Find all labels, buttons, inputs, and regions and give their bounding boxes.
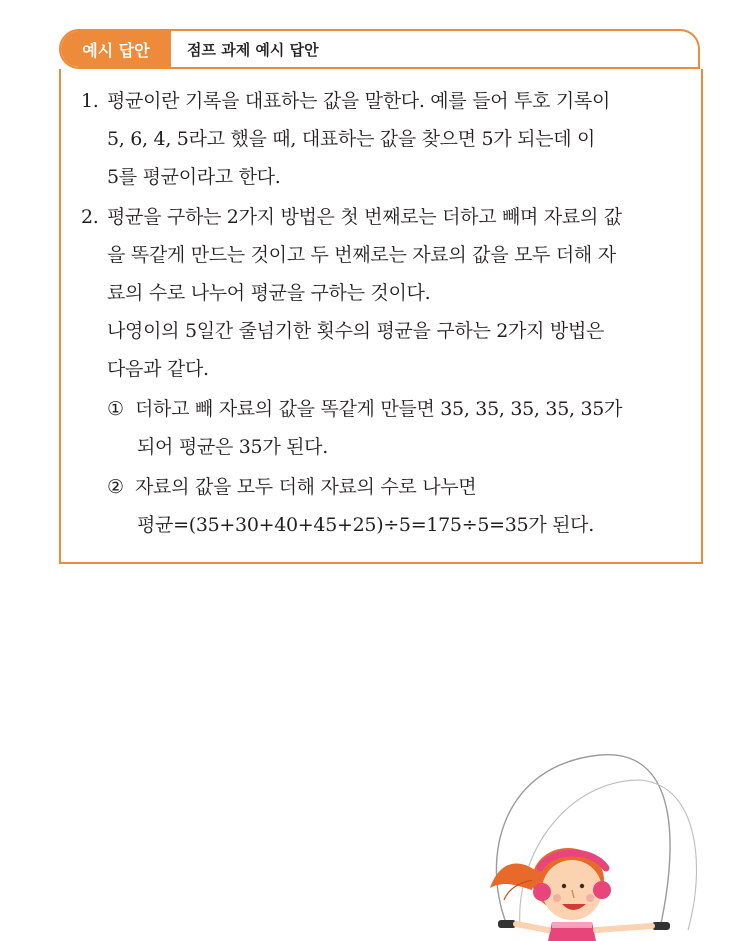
answer-header <box>59 29 700 69</box>
header-title: 점프 과제 예시 답안 <box>187 40 319 59</box>
sub1-marker: ① <box>107 398 124 420</box>
item1-number: 1. <box>81 90 99 112</box>
jump-rope-girl-icon <box>460 740 749 941</box>
item2-number: 2. <box>81 206 99 228</box>
item1-line: 5, 6, 4, 5라고 했을 때, 대표하는 값을 찾으면 5가 되는데 이 <box>107 128 596 150</box>
sub2-marker: ② <box>107 476 124 498</box>
item2-line: 나영이의 5일간 줄넘기한 횟수의 평균을 구하는 2가지 방법은 <box>107 320 605 342</box>
item2-line: 을 똑같게 만드는 것이고 두 번째로는 자료의 값을 모두 더해 자 <box>107 244 616 266</box>
answer-box <box>59 69 703 564</box>
sub2-line: 평균=(35+30+40+45+25)÷5=175÷5=35가 된다. <box>137 514 594 536</box>
example-answer-tag: 예시 답안 <box>61 31 171 67</box>
item1-line: 5를 평균이라고 한다. <box>107 166 281 188</box>
item1-line: 평균이란 기록을 대표하는 값을 말한다. 예를 들어 투호 기록이 <box>107 90 611 112</box>
sub2-line: 자료의 값을 모두 더해 자료의 수로 나누면 <box>135 476 477 498</box>
item2-line: 다음과 같다. <box>107 358 209 380</box>
sub1-line: 더하고 빼 자료의 값을 똑같게 만들면 35, 35, 35, 35, 35가 <box>135 398 623 420</box>
sub1-line: 되어 평균은 35가 된다. <box>137 436 328 458</box>
item2-line: 료의 수로 나누어 평균을 구하는 것이다. <box>107 282 431 304</box>
item2-line: 평균을 구하는 2가지 방법은 첫 번째로는 더하고 빼며 자료의 값 <box>107 206 622 228</box>
